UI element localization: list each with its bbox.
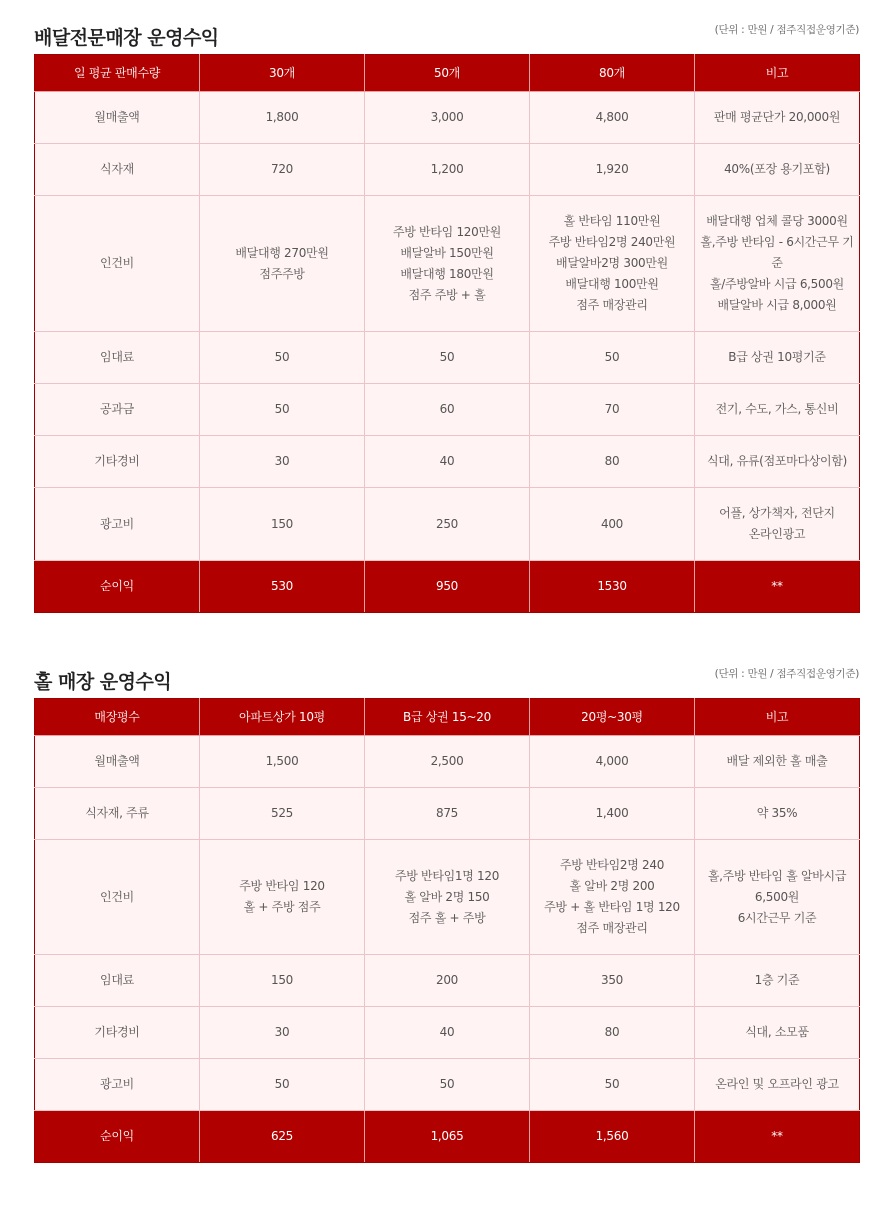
table-row (35, 488, 860, 561)
table-row (35, 436, 860, 488)
table-cell: 40 (365, 1007, 530, 1059)
note-cell: 판매 평균단가 20,000원 (695, 92, 860, 144)
table-cell: 30 (200, 436, 365, 488)
section-title: 배달전문매장 운영수익 (34, 27, 219, 49)
table-cell: 1,400 (530, 788, 695, 840)
row-label: 광고비 (35, 1059, 200, 1111)
table-cell: 875 (365, 788, 530, 840)
table-row (35, 788, 860, 840)
table-cell: 525 (200, 788, 365, 840)
row-label: 임대료 (35, 332, 200, 384)
note-cell: 약 35% (695, 788, 860, 840)
unit-note: (단위 : 만원 / 점주직접운영기준) (714, 668, 859, 680)
table-header-row (35, 699, 860, 736)
note-cell: 배달 제외한 홀 매출 (695, 736, 860, 788)
row-label: 임대료 (35, 955, 200, 1007)
table-cell: 1,500 (200, 736, 365, 788)
table-cell: 40 (365, 436, 530, 488)
total-cell: 1530 (530, 561, 695, 613)
header-cell: 비고 (695, 55, 860, 92)
table-header-row (35, 55, 860, 92)
note-cell: 1층 기준 (695, 955, 860, 1007)
table-cell: 50 (365, 1059, 530, 1111)
table-cell: 주방 반타임 120 홀 + 주방 점주 (200, 840, 365, 955)
table-cell: 4,000 (530, 736, 695, 788)
header-cell: 50개 (365, 55, 530, 92)
row-label: 광고비 (35, 488, 200, 561)
table-cell: 3,000 (365, 92, 530, 144)
note-cell: 온라인 및 오프라인 광고 (695, 1059, 860, 1111)
row-label: 기타경비 (35, 436, 200, 488)
section-header (34, 662, 859, 698)
table-row (35, 736, 860, 788)
section-title: 홀 매장 운영수익 (34, 671, 172, 693)
note-cell: B급 상권 10평기준 (695, 332, 860, 384)
table-cell: 2,500 (365, 736, 530, 788)
table-cell: 400 (530, 488, 695, 561)
table-cell: 4,800 (530, 92, 695, 144)
table-cell: 350 (530, 955, 695, 1007)
table-cell: 50 (200, 1059, 365, 1111)
row-label: 식자재 (35, 144, 200, 196)
table-cell: 80 (530, 1007, 695, 1059)
total-label: 순이익 (35, 561, 200, 613)
total-cell: 625 (200, 1111, 365, 1163)
table-cell: 250 (365, 488, 530, 561)
total-note: ** (695, 1111, 860, 1163)
hall-revenue-section (34, 662, 859, 1163)
table-cell: 150 (200, 955, 365, 1007)
table-cell: 720 (200, 144, 365, 196)
table-row (35, 196, 860, 332)
table-cell: 배달대행 270만원 점주주방 (200, 196, 365, 332)
unit-note: (단위 : 만원 / 점주직접운영기준) (714, 24, 859, 36)
section-header (34, 18, 859, 54)
table-row (35, 1007, 860, 1059)
row-label: 월매출액 (35, 92, 200, 144)
row-label: 인건비 (35, 840, 200, 955)
table-cell: 50 (530, 1059, 695, 1111)
row-label: 월매출액 (35, 736, 200, 788)
total-row (35, 561, 860, 613)
table-cell: 70 (530, 384, 695, 436)
table-cell: 150 (200, 488, 365, 561)
table-cell: 60 (365, 384, 530, 436)
note-cell: 전기, 수도, 가스, 통신비 (695, 384, 860, 436)
table-cell: 1,920 (530, 144, 695, 196)
table-row (35, 92, 860, 144)
header-cell: 아파트상가 10평 (200, 699, 365, 736)
header-cell: 20평~30평 (530, 699, 695, 736)
table-cell: 주방 반타임2명 240 홀 알바 2명 200 주방 + 홀 반타임 1명 120 점주 매장관리 (530, 840, 695, 955)
total-cell: 1,065 (365, 1111, 530, 1163)
note-cell: 배달대행 업체 콜당 3000원 홀,주방 반타임 - 6시간근무 기 준 홀/주방알바 시급 6,500원 배달알바 시급 8,000원 (695, 196, 860, 332)
table-row (35, 144, 860, 196)
total-label: 순이익 (35, 1111, 200, 1163)
table-cell: 200 (365, 955, 530, 1007)
delivery-revenue-section (34, 18, 859, 613)
header-cell: 30개 (200, 55, 365, 92)
table-cell: 50 (200, 332, 365, 384)
table-cell: 주방 반타임1명 120 홀 알바 2명 150 점주 홀 + 주방 (365, 840, 530, 955)
total-note: ** (695, 561, 860, 613)
note-cell: 홀,주방 반타임 홀 알바시급 6,500원 6시간근무 기준 (695, 840, 860, 955)
header-cell: 매장평수 (35, 699, 200, 736)
table-row (35, 955, 860, 1007)
header-cell: 일 평균 판매수량 (35, 55, 200, 92)
note-cell: 어플, 상가책자, 전단지 온라인광고 (695, 488, 860, 561)
row-label: 인건비 (35, 196, 200, 332)
total-row (35, 1111, 860, 1163)
table-cell: 80 (530, 436, 695, 488)
row-label: 기타경비 (35, 1007, 200, 1059)
row-label: 식자재, 주류 (35, 788, 200, 840)
delivery-revenue-table (34, 54, 860, 613)
table-cell: 1,800 (200, 92, 365, 144)
note-cell: 40%(포장 용기포함) (695, 144, 860, 196)
note-cell: 식대, 유류(점포마다상이함) (695, 436, 860, 488)
table-cell: 1,200 (365, 144, 530, 196)
total-cell: 1,560 (530, 1111, 695, 1163)
table-cell: 50 (200, 384, 365, 436)
total-cell: 950 (365, 561, 530, 613)
table-cell: 주방 반타임 120만원 배달알바 150만원 배달대행 180만원 점주 주방 + 홀 (365, 196, 530, 332)
table-row (35, 384, 860, 436)
hall-revenue-table (34, 698, 860, 1163)
table-cell: 홀 반타임 110만원 주방 반타임2명 240만원 배달알바2명 300만원 배달대행 100만원 점주 매장관리 (530, 196, 695, 332)
table-cell: 50 (530, 332, 695, 384)
header-cell: 80개 (530, 55, 695, 92)
table-row (35, 840, 860, 955)
header-cell: B급 상권 15~20 (365, 699, 530, 736)
table-cell: 50 (365, 332, 530, 384)
table-row (35, 332, 860, 384)
table-row (35, 1059, 860, 1111)
row-label: 공과금 (35, 384, 200, 436)
table-cell: 30 (200, 1007, 365, 1059)
header-cell: 비고 (695, 699, 860, 736)
total-cell: 530 (200, 561, 365, 613)
note-cell: 식대, 소모품 (695, 1007, 860, 1059)
